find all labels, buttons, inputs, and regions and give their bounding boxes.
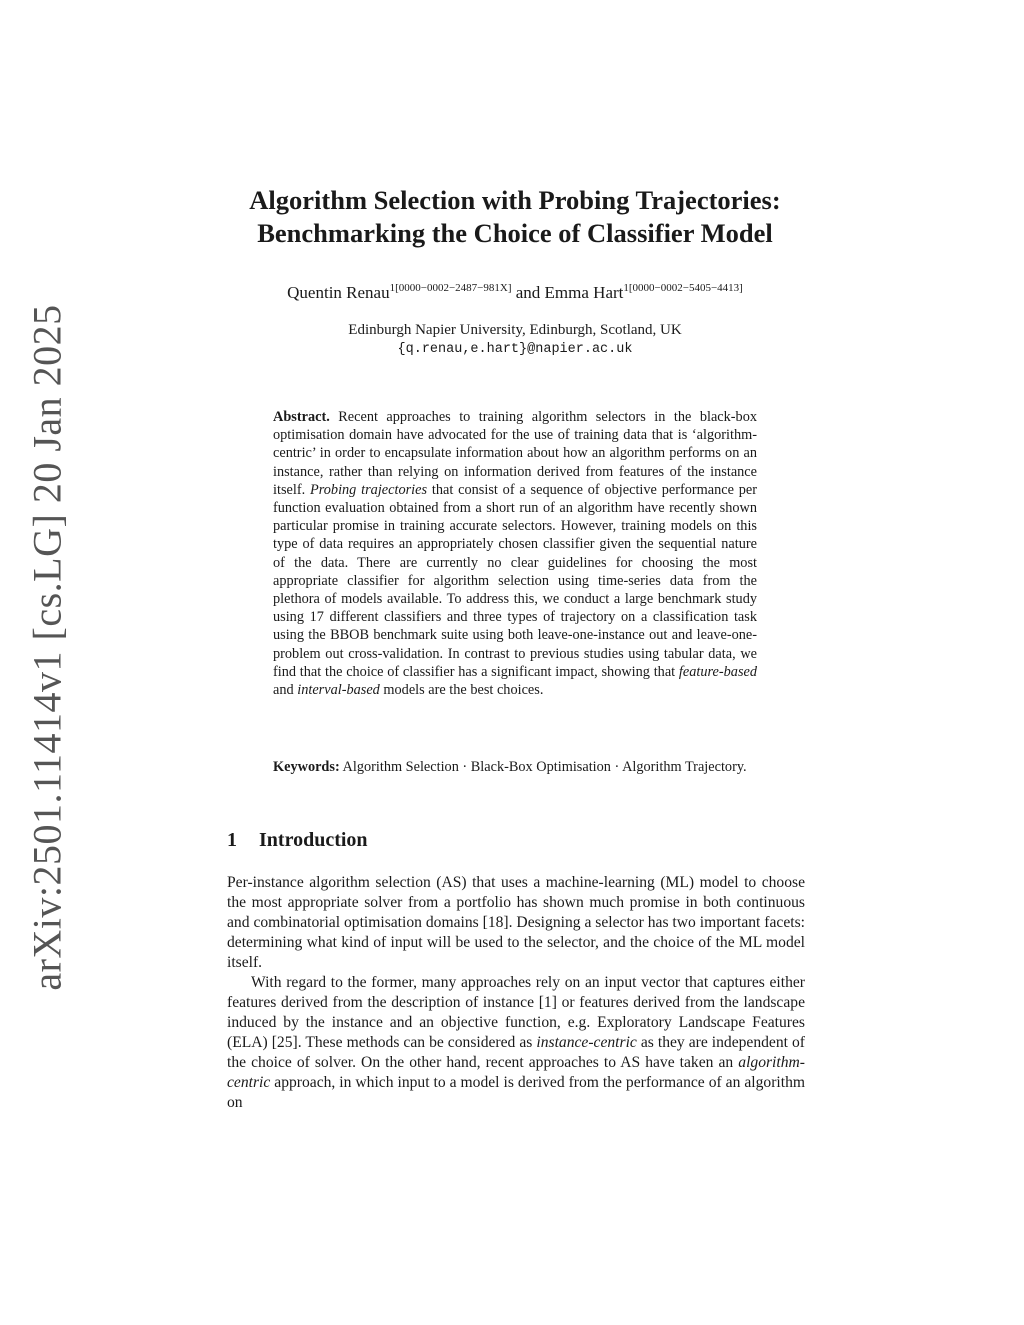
abstract bbox=[273, 408, 757, 699]
paragraph-emphasis: instance-centric bbox=[536, 1034, 637, 1051]
author-list bbox=[150, 282, 880, 303]
abstract-emphasis: feature-based bbox=[678, 663, 758, 680]
paper-title bbox=[150, 184, 880, 250]
paragraph-text: approach, in which input to a model is derived from the performance of an algorithm on bbox=[227, 1074, 805, 1111]
paragraph-emphasis: algorithm-centric bbox=[227, 1054, 805, 1091]
section-heading bbox=[227, 829, 807, 852]
abstract-text: and bbox=[273, 682, 294, 699]
keywords-text: Algorithm Selection · Black-Box Optimisation · Algorithm Trajectory. bbox=[342, 759, 747, 775]
abstract-label: Abstract. bbox=[273, 409, 330, 425]
section-title: Introduction bbox=[259, 829, 368, 851]
keywords-label: Keywords: bbox=[273, 759, 340, 775]
body-text bbox=[227, 873, 805, 1113]
arxiv-sidebar-stamp bbox=[22, 304, 72, 991]
author-emails[interactable]: {q.renau,e.hart}@napier.ac.uk bbox=[397, 342, 633, 357]
abstract-emphasis: Probing trajectories bbox=[310, 481, 428, 498]
title-line-2: Benchmarking the Choice of Classifier Model bbox=[257, 218, 773, 248]
abstract-text: Recent approaches to training algorithm selectors in the black-box optimisation domain have advocated for the use of training data that is ‘algorithm-centric’ in order to encapsulate information about how an algorithm performs on an instance, rather than relying on information derived from features of the instance itself. bbox=[273, 409, 757, 498]
section-number: 1 bbox=[227, 829, 237, 851]
abstract-text: models are the best choices. bbox=[383, 682, 544, 699]
keywords bbox=[273, 758, 757, 776]
author-connector: and bbox=[515, 283, 541, 302]
abstract-emphasis: interval-based bbox=[297, 682, 380, 699]
paragraph-text: With regard to the former, many approaches rely on an input vector that captures either features derived from the description of instance [1] or features derived from the landscape induced by the instance and an objective function, e.g. Exploratory Landscape Features (ELA) [25]. These methods can be considered as bbox=[227, 974, 805, 1051]
paragraph bbox=[227, 973, 805, 1113]
author-name: Quentin Renau bbox=[287, 283, 390, 302]
paragraph: Per-instance algorithm selection (AS) that uses a machine-learning (ML) model to choose the most appropriate solver from a portfolio has shown much promise in both continuous and combinatorial optimisation domains [18]. Designing a selector has two important facets: determining what kind of input will be used to the selector, and the choice of the ML model itself. bbox=[227, 874, 805, 971]
title-line-1: Algorithm Selection with Probing Trajectories: bbox=[249, 185, 781, 215]
arxiv-identifier: arXiv:2501.11414v1 [cs.LG] 20 Jan 2025 bbox=[24, 304, 70, 991]
paragraph-text: as they are independent of the choice of solver. On the other hand, recent approaches to AS have taken an bbox=[227, 1034, 805, 1071]
abstract-text: that consist of a sequence of objective performance per function evaluation obtained from a short run of an algorithm have recently shown particular promise in training accurate selectors. However, training models on this type of data requires an appropriately chosen classifier given the sequential nature of the data. There are currently no clear guidelines for choosing the most appropriate classifier for algorithm selection using time-series data from the plethora of models available. To address this, we conduct a large benchmark study using 17 different classifiers and three types of trajectory on a classification task using the BBOB benchmark suite using both leave-one-instance out and leave-one-problem out cross-validation. In contrast to previous studies using tabular data, we find that the choice of classifier has a significant impact, showing that bbox=[273, 481, 757, 680]
affiliation-block bbox=[150, 320, 880, 360]
author-orcid: 1[0000−0002−5405−4413] bbox=[623, 282, 743, 294]
author-name: Emma Hart bbox=[544, 283, 624, 302]
author-orcid: 1[0000−0002−2487−981X] bbox=[389, 282, 512, 294]
institution: Edinburgh Napier University, Edinburgh, Scotland, UK bbox=[348, 322, 682, 338]
